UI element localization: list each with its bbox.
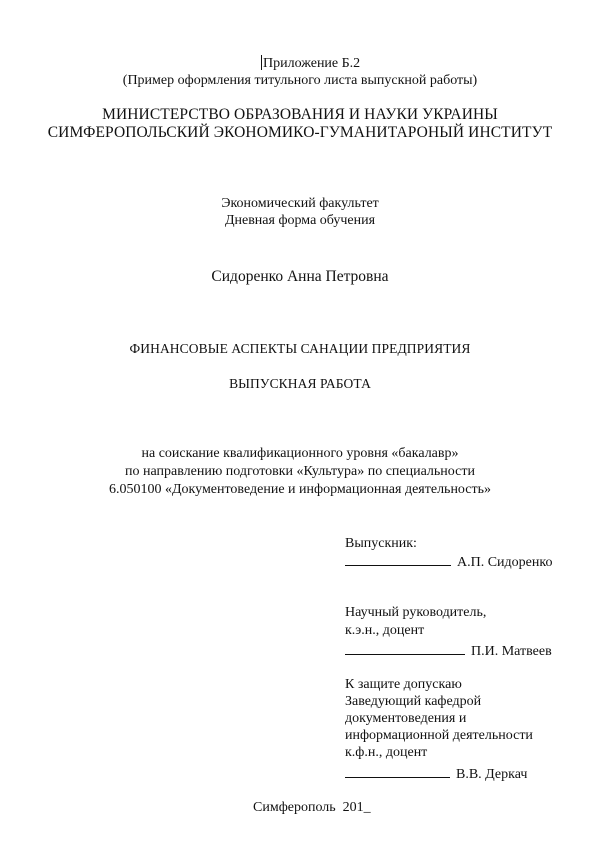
head-signature-line <box>345 764 450 778</box>
faculty-name: Экономический факультет <box>221 196 379 211</box>
qualification-line-3: 6.050100 «Документоведение и информационная деятельность» <box>108 482 492 497</box>
graduate-signature-line <box>345 552 451 566</box>
study-form: Дневная форма обучения <box>224 213 376 228</box>
author-name: Сидоренко Анна Петровна <box>211 268 389 285</box>
head-line-1: Заведующий кафедрой <box>345 694 482 709</box>
head-name: В.В. Деркач <box>456 767 528 782</box>
approval-label: К защите допускаю <box>345 677 462 692</box>
supervisor-degree: к.э.н., доцент <box>345 623 425 638</box>
appendix-note: (Пример оформления титульного листа выпускной работы) <box>122 73 478 88</box>
work-type: ВЫПУСКНАЯ РАБОТА <box>229 376 371 391</box>
appendix-heading <box>261 55 360 72</box>
supervisor-name: П.И. Матвеев <box>471 644 552 659</box>
graduate-name: А.П. Сидоренко <box>457 555 553 570</box>
institute-name: СИМФЕРОПОЛЬСКИЙ ЭКОНОМИКО-ГУМАНИТАРОНЫЙ ИНСТИТУТ <box>47 124 553 141</box>
supervisor-label: Научный руководитель, <box>345 605 487 620</box>
head-line-2: документоведения и <box>345 711 467 726</box>
ministry-name: МИНИСТЕРСТВО ОБРАЗОВАНИЯ И НАУКИ УКРАИНЫ <box>102 106 498 123</box>
head-signature-row <box>345 764 527 783</box>
graduate-signature-row <box>345 552 552 571</box>
qualification-line-2: по направлению подготовки «Культура» по специальности <box>125 464 475 479</box>
city-year: Симферополь 201_ <box>253 800 371 815</box>
text-cursor <box>261 55 262 70</box>
appendix-label: Приложение Б.2 <box>263 56 361 71</box>
work-title: ФИНАНСОВЫЕ АСПЕКТЫ САНАЦИИ ПРЕДПРИЯТИЯ <box>129 341 471 356</box>
head-degree: к.ф.н., доцент <box>345 745 428 760</box>
supervisor-signature-line <box>345 641 465 655</box>
graduate-label: Выпускник: <box>345 536 417 551</box>
supervisor-signature-row <box>345 641 552 660</box>
head-line-3: информационной деятельности <box>345 728 533 743</box>
qualification-line-1: на соискание квалификационного уровня «бакалавр» <box>141 446 459 461</box>
